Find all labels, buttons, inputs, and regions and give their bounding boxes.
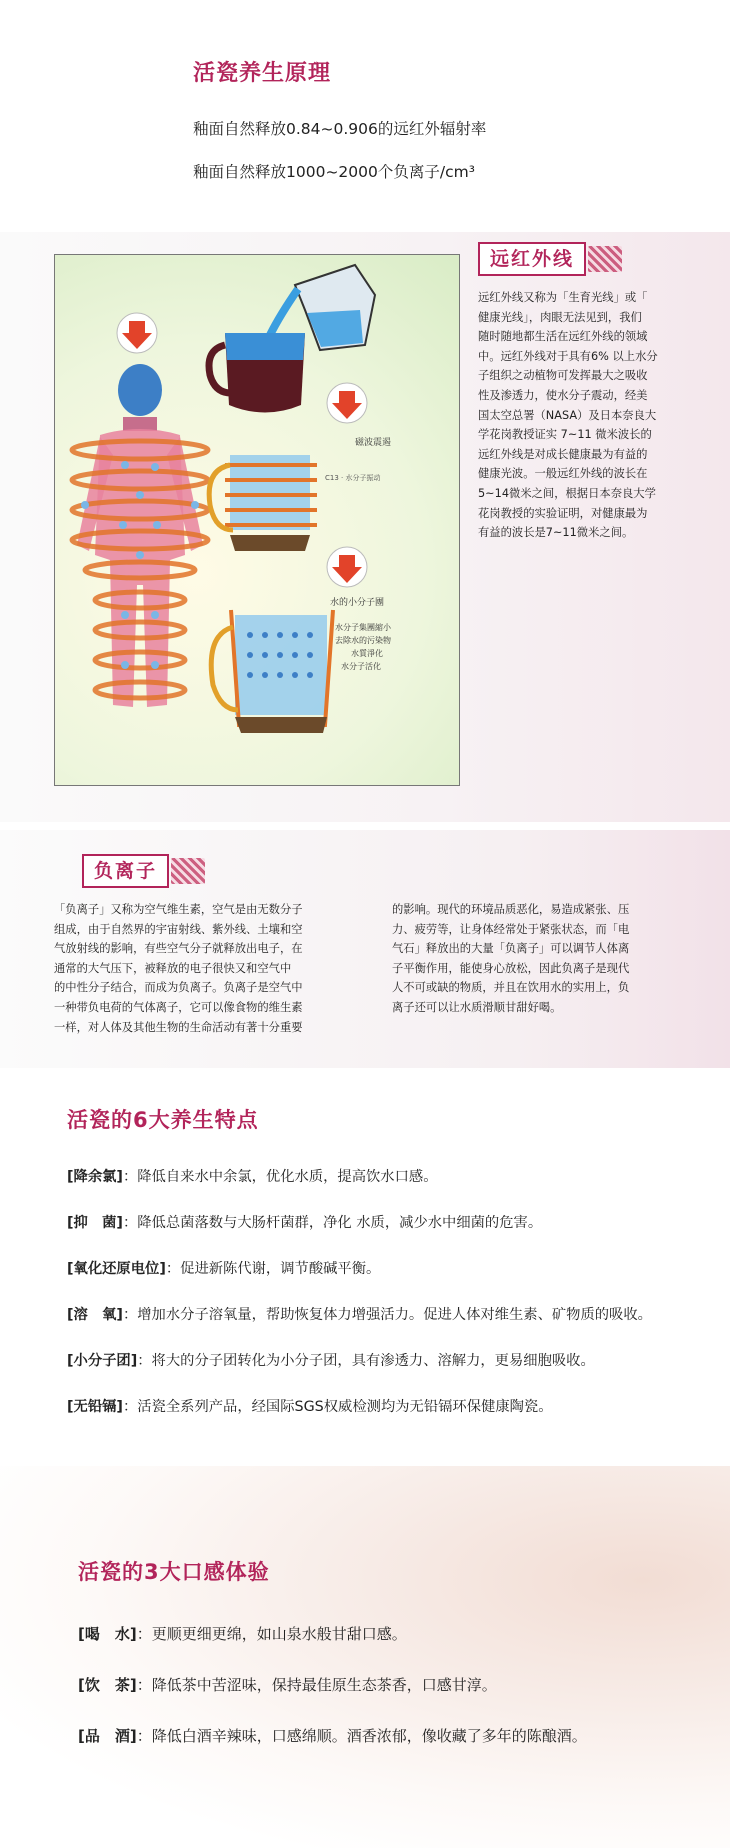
anion-section — [0, 830, 730, 1068]
feature-label: [降余氯] — [67, 1169, 123, 1185]
anion-line: 一样，对人体及其他生物的生命活动有著十分重要 — [54, 1020, 303, 1034]
principle-line-infrared: 釉面自然释放0.84~0.906的远红外辐射率 — [193, 120, 487, 138]
shrink-label-2: 去除水的污染物 — [335, 636, 391, 645]
feature-text: ：降低总菌落数与大肠杆菌群，净化 水质，减少水中细菌的危害。 — [122, 1215, 543, 1231]
feature-label: [无铅镉] — [67, 1399, 123, 1415]
feature-text: ：促进新陈代谢，调节酸碱平衡。 — [165, 1261, 381, 1277]
infrared-line: 远红外线又称为「生育光线」或「 — [478, 291, 648, 304]
pot-icon — [211, 610, 333, 733]
anion-line: 子平衡作用，能使身心放松，因此负离子是现代 — [392, 961, 630, 975]
principle-section — [0, 0, 730, 228]
experience-text: ：降低白酒辛辣味，口感绵顺。酒香浓郁，像收藏了多年的陈酿酒。 — [136, 1727, 587, 1745]
feature-label: [小分子团] — [67, 1353, 138, 1369]
feature-item — [67, 1350, 595, 1370]
experience-item — [78, 1623, 407, 1644]
experience-label: [品 酒] — [78, 1727, 137, 1745]
infrared-line: 性及渗透力，使水分子震动，经美 — [478, 388, 648, 402]
feature-item — [67, 1212, 542, 1232]
anion-tag: 负离子 — [82, 854, 169, 888]
principle-line-anion: 釉面自然释放1000~2000个负离子/cm³ — [193, 163, 475, 181]
principle-title: 活瓷养生原理 — [193, 61, 332, 86]
infrared-line: 远红外线是对成长健康最为有益的 — [478, 447, 648, 461]
anion-line: 离子还可以让水质滑顺甘甜好喝。 — [392, 1000, 562, 1014]
experience-label: [饮 茶] — [78, 1676, 137, 1694]
infrared-line: 健康光线」，肉眼无法见到，我们 — [478, 310, 642, 324]
feature-label: [氧化还原电位] — [67, 1261, 166, 1277]
feature-item — [67, 1396, 553, 1416]
anion-left-column — [54, 900, 354, 1037]
experience-item — [78, 1725, 587, 1746]
feature-item — [67, 1166, 438, 1186]
feature-text: ：活瓷全系列产品，经国际SGS权威检测均为无铅镉环保健康陶瓷。 — [122, 1399, 553, 1415]
features-title: 活瓷的6大养生特点 — [67, 1108, 259, 1132]
anion-right-column — [392, 900, 692, 1018]
vessel-icon — [209, 455, 317, 551]
experience-label: [喝 水] — [78, 1625, 137, 1643]
shrink-label-3: 水質淨化 — [351, 649, 383, 658]
anion-line: 「负离子」又称为空气维生素，空气是由无数分子 — [54, 903, 303, 916]
infrared-line: 国太空总署（NASA）及日本奈良大 — [478, 408, 657, 422]
anion-line: 力、疲劳等，让身体经常处于紧张状态，而「电 — [392, 922, 630, 936]
infrared-line: 中。远红外线对于具有6% 以上水分 — [478, 349, 658, 363]
experience-section — [0, 1466, 730, 1848]
shrink-label-4: 水分子活化 — [341, 662, 381, 671]
magnetic-label: 磁波震遏 — [355, 438, 392, 448]
infrared-line: 学花岗教授证实 7~11 微米波长的 — [478, 428, 652, 442]
feature-item — [67, 1258, 380, 1278]
infrared-diagram — [54, 254, 460, 786]
experience-text: ：更顺更细更绵，如山泉水般甘甜口感。 — [136, 1625, 407, 1643]
experience-item — [78, 1674, 497, 1695]
anion-line: 的中性分子结合，而成为负离子。负离子是空气中 — [54, 981, 303, 995]
anion-line: 气放射线的影响，有些空气分子就释放出电子，在 — [54, 942, 303, 956]
infrared-illustration — [55, 255, 460, 786]
infrared-line: 5~14微米之间，根据日本奈良大学 — [478, 486, 656, 500]
infrared-description — [478, 288, 678, 543]
anion-line: 人不可或缺的物质，并且在饮用水的实用上，负 — [392, 981, 630, 995]
anion-line: 的影响。现代的环境品质恶化，易造成紧张、压 — [392, 903, 630, 916]
infrared-tag: 远红外线 — [478, 242, 586, 276]
feature-item — [67, 1304, 652, 1324]
infrared-line: 随时随地都生活在远红外线的领域 — [478, 330, 648, 344]
infrared-line: 有益的波长是7~11微米之间。 — [478, 526, 634, 540]
down-arrow-icon — [327, 547, 367, 587]
anion-line: 一种带负电荷的气体离子，它可以像食物的维生素 — [54, 1000, 303, 1014]
human-figure-icon — [72, 364, 208, 707]
down-arrow-icon — [327, 383, 367, 423]
anion-line: 通常的大气压下，被释放的电子很快又和空气中 — [54, 961, 292, 975]
down-arrow-icon — [117, 313, 157, 353]
cup-icon — [209, 333, 305, 413]
small-cluster-label: 水的小分子團 — [330, 598, 385, 608]
experience-text: ：降低茶中苦涩味，保持最佳原生态茶香，口感甘淳。 — [136, 1676, 497, 1694]
anion-line: 组成，由于自然界的宇宙射线、紫外线、土壤和空 — [54, 922, 303, 936]
feature-label: [抑 菌] — [67, 1215, 123, 1231]
feature-text: ：增加水分子溶氧量，帮助恢复体力增强活力。促进人体对维生素、矿物质的吸收。 — [122, 1307, 652, 1323]
feature-text: ：将大的分子团转化为小分子团，具有渗透力、溶解力，更易细胞吸收。 — [137, 1353, 595, 1369]
infrared-line: 子组织之动植物可发挥最大之吸收 — [478, 369, 648, 383]
infrared-section — [0, 232, 730, 822]
anion-line: 气石」释放出的大量「负离子」可以调节人体离 — [392, 942, 630, 956]
experience-title: 活瓷的3大口感体验 — [78, 1560, 270, 1584]
feature-label: [溶 氧] — [67, 1307, 123, 1323]
infrared-line: 健康光波。一般远红外线的波长在 — [478, 467, 648, 481]
infrared-line: 花岗教授的实验证明，对健康最为 — [478, 506, 648, 520]
c13-label: C13 · 水分子振动 — [325, 474, 381, 482]
features-section — [0, 1080, 730, 1440]
shrink-label-1: 水分子集團縮小 — [335, 623, 391, 632]
feature-text: ：降低自来水中余氯，优化水质，提高饮水口感。 — [122, 1169, 438, 1185]
